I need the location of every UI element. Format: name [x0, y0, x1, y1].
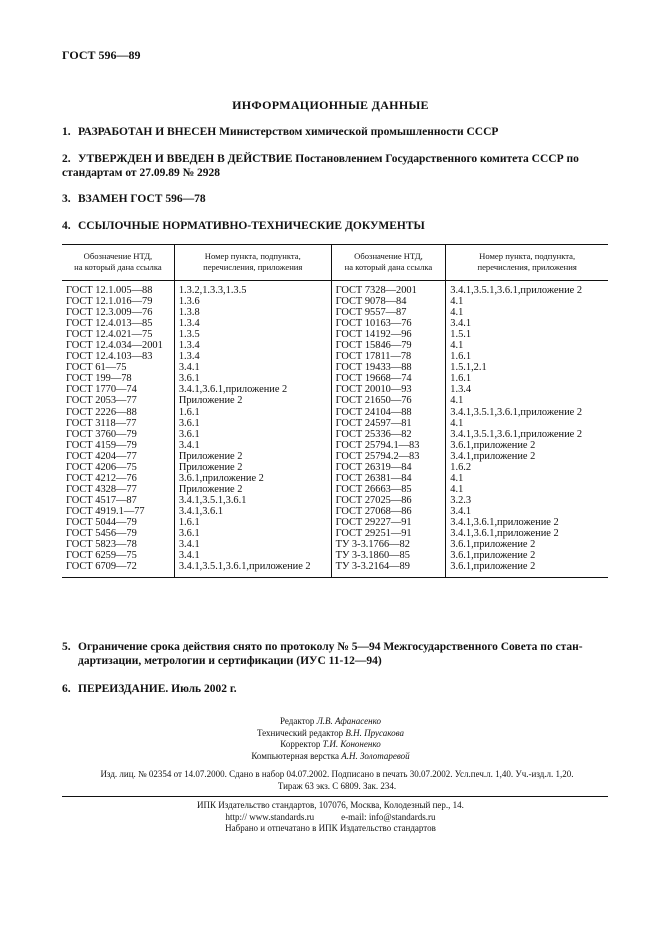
- cell-clause: 1.3.6: [174, 296, 331, 307]
- cell-ntd: ГОСТ 5456—79: [66, 528, 137, 540]
- cell-ntd: ГОСТ 17811—78: [331, 351, 446, 362]
- table-row: [62, 462, 608, 473]
- cell-ntd: ГОСТ 20010—93: [331, 384, 446, 395]
- page-header-code: ГОСТ 596—89: [62, 48, 141, 62]
- cell-clause: 3.4.1: [174, 362, 331, 373]
- cell-clause: 3.6.1: [174, 429, 331, 440]
- cell-clause: 3.6.1,приложение 2: [446, 550, 608, 561]
- item-number: 3.: [62, 193, 71, 205]
- cell-clause: 3.4.1: [174, 550, 331, 561]
- item-number: 4.: [62, 220, 71, 232]
- cell-ntd: ГОСТ 12.3.009—76: [66, 307, 153, 319]
- cell-ntd: ГОСТ 27025—86: [331, 495, 446, 506]
- cell-ntd: ГОСТ 24104—88: [331, 407, 446, 418]
- table-row: [62, 407, 608, 418]
- cell-clause: 1.3.2,1.3.3,1.3.5: [174, 281, 331, 297]
- cell-ntd: ГОСТ 3118—77: [66, 417, 137, 429]
- cell-clause: 4.1: [446, 296, 608, 307]
- item-text: Ограничение срока действия снято по протоколу № 5—94 Межгосударственного Совета по стан-: [78, 641, 583, 653]
- column-header-clause: Номер пункта, подпункта, перечисления, приложения: [174, 245, 331, 281]
- credits-block: [0, 716, 661, 762]
- credit-line: Технический редактор В.Н. Прусакова: [256, 727, 405, 738]
- info-item-1: [62, 125, 607, 139]
- cell-ntd: ГОСТ 4517—87: [66, 494, 137, 506]
- table-header-row: [62, 245, 608, 281]
- cell-clause: 3.4.1,3.5.1,3.6.1,приложение 2: [446, 281, 608, 297]
- cell-ntd: ГОСТ 9078—84: [331, 296, 446, 307]
- cell-ntd: ГОСТ 12.4.021—75: [66, 329, 153, 341]
- table-row: [62, 550, 608, 561]
- cell-ntd: ГОСТ 26381—84: [331, 473, 446, 484]
- cell-ntd: ГОСТ 4159—79: [66, 439, 137, 451]
- cell-clause: 3.4.1,3.5.1,3.6.1,приложение 2: [446, 407, 608, 418]
- table-row: [62, 351, 608, 362]
- item-text: РАЗРАБОТАН И ВНЕСЕН Министерством химической промышленности СССР: [78, 126, 499, 138]
- table-row: [62, 395, 608, 406]
- cell-clause: 3.4.1: [174, 440, 331, 451]
- table-row: [62, 384, 608, 395]
- cell-clause: 4.1: [446, 473, 608, 484]
- table-row: [62, 373, 608, 384]
- cell-clause: 1.3.4: [174, 318, 331, 329]
- info-item-2: [62, 152, 607, 180]
- table-row: [62, 528, 608, 539]
- cell-ntd: ГОСТ 19668—74: [331, 373, 446, 384]
- cell-clause: 4.1: [446, 418, 608, 429]
- cell-ntd: ТУ 3-3.2164—89: [331, 561, 446, 578]
- column-header-ntd: Обозначение НТД, на который дана ссылка: [331, 245, 446, 281]
- cell-clause: 3.4.1,3.6.1,приложение 2: [446, 517, 608, 528]
- cell-ntd: ГОСТ 1770—74: [66, 384, 137, 396]
- cell-ntd: ГОСТ 21650—76: [331, 395, 446, 406]
- credit-line: Редактор Л.В. Афанасенко: [280, 716, 381, 726]
- table-row: [62, 506, 608, 517]
- cell-clause: 3.4.1,3.5.1,3.6.1,приложение 2: [446, 429, 608, 440]
- cell-clause: 1.5.1: [446, 329, 608, 340]
- cell-ntd: ГОСТ 12.4.103—83: [66, 351, 153, 363]
- cell-ntd: ГОСТ 12.4.013—85: [66, 318, 153, 330]
- table-row: [62, 307, 608, 318]
- table-row: [62, 495, 608, 506]
- table-row: [62, 362, 608, 373]
- document-title: ИНФОРМАЦИОННЫЕ ДАННЫЕ: [232, 98, 429, 112]
- cell-clause: 3.4.1,3.5.1,3.6.1: [174, 495, 331, 506]
- credit-line: Корректор Т.И. Кононенко: [280, 739, 381, 749]
- table-row: [62, 440, 608, 451]
- cell-ntd: ГОСТ 12.1.005—88: [66, 285, 153, 296]
- cell-clause: 3.4.1,3.6.1: [174, 506, 331, 517]
- table-row: [62, 561, 608, 578]
- cell-ntd: ГОСТ 61—75: [66, 362, 127, 374]
- table-row: [62, 418, 608, 429]
- cell-clause: 3.6.1,приложение 2: [174, 473, 331, 484]
- info-item-5: [62, 640, 607, 668]
- cell-clause: 3.4.1,3.6.1,приложение 2: [174, 384, 331, 395]
- cell-ntd: ГОСТ 4206—75: [66, 461, 137, 473]
- cell-clause: Приложение 2: [174, 395, 331, 406]
- cell-ntd: ГОСТ 27068—86: [331, 506, 446, 517]
- cell-clause: 4.1: [446, 340, 608, 351]
- item-number: 6.: [62, 683, 71, 695]
- cell-ntd: ГОСТ 10163—76: [331, 318, 446, 329]
- cell-clause: 3.6.1,приложение 2: [446, 440, 608, 451]
- publishing-line: Тираж 63 экз. С 6809. Зак. 234.: [277, 780, 397, 791]
- cell-ntd: ГОСТ 4328—77: [66, 483, 137, 495]
- cell-clause: 3.4.1: [446, 318, 608, 329]
- item-number: 2.: [62, 153, 71, 165]
- table-row: [62, 539, 608, 550]
- cell-clause: 4.1: [446, 307, 608, 318]
- cell-clause: 4.1: [446, 395, 608, 406]
- item-number: 1.: [62, 126, 71, 138]
- cell-clause: 1.6.1: [174, 407, 331, 418]
- cell-ntd: ГОСТ 7328—2001: [331, 281, 446, 297]
- column-header-clause: Номер пункта, подпункта, перечисления, приложения: [446, 245, 608, 281]
- cell-clause: 3.4.1,приложение 2: [446, 451, 608, 462]
- cell-ntd: ГОСТ 5044—79: [66, 516, 137, 528]
- cell-ntd: ГОСТ 15846—79: [331, 340, 446, 351]
- column-header-ntd: Обозначение НТД, на который дана ссылка: [62, 245, 174, 281]
- cell-clause: 1.6.1: [446, 373, 608, 384]
- item-number: 5.: [62, 641, 71, 653]
- cell-ntd: ГОСТ 5823—78: [66, 539, 137, 551]
- item-text: ВЗАМЕН ГОСТ 596—78: [78, 193, 206, 205]
- cell-clause: 1.3.4: [174, 340, 331, 351]
- cell-ntd: ГОСТ 25794.2—83: [331, 451, 446, 462]
- cell-clause: 1.6.1: [446, 351, 608, 362]
- cell-clause: 1.3.5: [174, 329, 331, 340]
- item-text: ПЕРЕИЗДАНИЕ. Июль 2002 г.: [78, 683, 237, 695]
- cell-clause: 3.6.1,приложение 2: [446, 539, 608, 550]
- cell-ntd: ГОСТ 12.1.016—79: [66, 296, 153, 308]
- cell-ntd: ГОСТ 25794.1—83: [331, 440, 446, 451]
- cell-ntd: ГОСТ 14192—96: [331, 329, 446, 340]
- cell-clause: 3.6.1,приложение 2: [446, 561, 608, 578]
- cell-ntd: ГОСТ 6709—72: [66, 561, 137, 573]
- footer-block: [0, 800, 661, 835]
- table-row: [62, 451, 608, 462]
- table-row: [62, 484, 608, 495]
- cell-ntd: ТУ 3-3.1860—85: [331, 550, 446, 561]
- table-row: [62, 473, 608, 484]
- cell-ntd: ГОСТ 4212—76: [66, 472, 137, 484]
- divider-line: [62, 796, 608, 797]
- cell-ntd: ГОСТ 2226—88: [66, 406, 137, 418]
- table-row: [62, 329, 608, 340]
- footer-web: http:// www.standards.ru e-mail: info@standards.ru: [225, 811, 436, 822]
- credit-line: Компьютерная верстка А.Н. Золотаревой: [251, 750, 410, 761]
- table-row: [62, 340, 608, 351]
- cell-ntd: ГОСТ 12.4.034—2001: [66, 340, 163, 352]
- cell-clause: 3.6.1: [174, 418, 331, 429]
- cell-clause: 1.3.4: [446, 384, 608, 395]
- cell-ntd: ГОСТ 4204—77: [66, 450, 137, 462]
- table-row: [62, 281, 608, 297]
- cell-ntd: ГОСТ 29251—91: [331, 528, 446, 539]
- cell-clause: 1.6.2: [446, 462, 608, 473]
- item-text: УТВЕРЖДЕН И ВВЕДЕН В ДЕЙСТВИЕ Постановлением Государственного комитета СССР по: [78, 153, 579, 165]
- cell-clause: 3.4.1: [174, 539, 331, 550]
- info-item-6: [62, 682, 607, 696]
- footer-printer: Набрано и отпечатано в ИПК Издательство стандартов: [225, 823, 436, 833]
- cell-ntd: ГОСТ 199—78: [66, 373, 132, 385]
- cell-ntd: ГОСТ 26319—84: [331, 462, 446, 473]
- item-text-continuation: дартизации, метрологии и сертификации (ИУС 11-12—94): [78, 655, 382, 667]
- cell-clause: 1.3.4: [174, 351, 331, 362]
- cell-ntd: ГОСТ 19433—88: [331, 362, 446, 373]
- cell-ntd: ГОСТ 25336—82: [331, 429, 446, 440]
- cell-clause: 3.2.3: [446, 495, 608, 506]
- footer-address: ИПК Издательство стандартов, 107076, Москва, Колодезный пер., 14.: [197, 800, 464, 810]
- cell-ntd: ТУ 3-3.1766—82: [331, 539, 446, 550]
- cell-clause: 1.3.8: [174, 307, 331, 318]
- cell-ntd: ГОСТ 6259—75: [66, 550, 137, 562]
- item-text: ССЫЛОЧНЫЕ НОРМАТИВНО-ТЕХНИЧЕСКИЕ ДОКУМЕНТЫ: [78, 220, 425, 232]
- publishing-info: [62, 769, 612, 792]
- cell-clause: Приложение 2: [174, 484, 331, 495]
- table-body: [62, 281, 608, 578]
- info-item-3: [62, 192, 607, 206]
- cell-clause: 3.4.1: [446, 506, 608, 517]
- cell-ntd: ГОСТ 24597—81: [331, 418, 446, 429]
- cell-clause: 3.4.1,3.5.1,3.6.1,приложение 2: [174, 561, 331, 578]
- cell-clause: 3.6.1: [174, 528, 331, 539]
- references-table: [62, 244, 608, 578]
- cell-clause: 4.1: [446, 484, 608, 495]
- cell-clause: 1.6.1: [174, 517, 331, 528]
- info-item-4: [62, 219, 607, 233]
- cell-clause: Приложение 2: [174, 462, 331, 473]
- table-row: [62, 517, 608, 528]
- cell-ntd: ГОСТ 29227—91: [331, 517, 446, 528]
- item-text-continuation: стандартам от 27.09.89 № 2928: [62, 167, 221, 179]
- cell-clause: 1.5.1,2.1: [446, 362, 608, 373]
- cell-clause: 3.4.1,3.6.1,приложение 2: [446, 528, 608, 539]
- cell-ntd: ГОСТ 4919.1—77: [66, 505, 145, 517]
- cell-clause: Приложение 2: [174, 451, 331, 462]
- table-row: [62, 296, 608, 307]
- table-row: [62, 318, 608, 329]
- cell-ntd: ГОСТ 3760—79: [66, 428, 137, 440]
- publishing-line: Изд. лиц. № 02354 от 14.07.2000. Сдано в набор 04.07.2002. Подписано в печать 30.07.2002. Усл.печ.л. 1,40. Уч.-изд.л. 1,20.: [100, 769, 574, 779]
- cell-ntd: ГОСТ 2053—77: [66, 395, 137, 407]
- table-row: [62, 429, 608, 440]
- cell-ntd: ГОСТ 9557—87: [331, 307, 446, 318]
- cell-ntd: ГОСТ 26663—85: [331, 484, 446, 495]
- cell-clause: 3.6.1: [174, 373, 331, 384]
